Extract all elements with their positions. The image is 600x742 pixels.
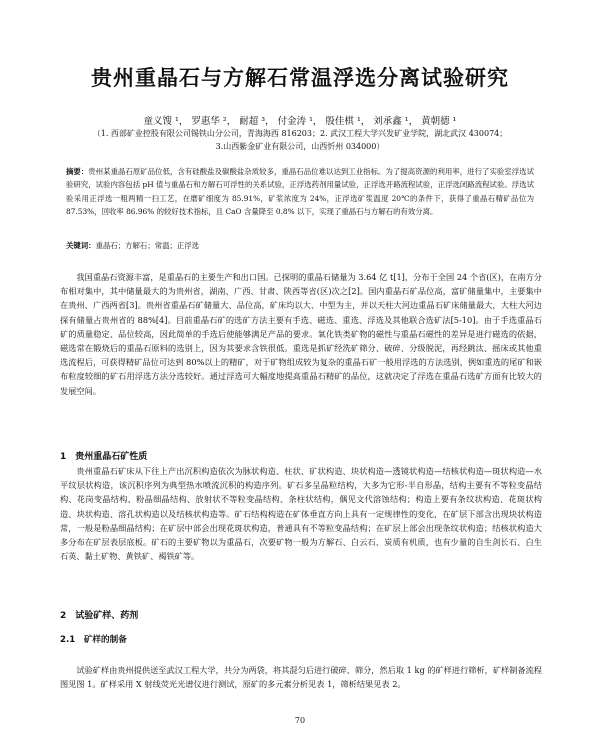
section-2-1-paragraph: 试验矿样由贵州提供送至武汉工程大学，共分为两袋，将其混匀后进行破碎、筛分，然后取 1 kg 的矿样进行筛析，矿样制备流程图见图 1。矿样采用 X 射线荧光光谱仪进行测试，原矿的多元素分析见表 1，筛析结果见表 2。: [60, 665, 542, 690]
paper-title: 贵州重晶石与方解石常温浮选分离试验研究: [91, 66, 509, 90]
intro-paragraph: 我国重晶石资源丰富，是重晶石的主要生产和出口国。已探明的重晶石储量为 3.64 亿 t[1]，分布于全国 24 个省(区)，在南方分布相对集中，其中储量最大的为贵州省，湖南、广西、甘肃、陕西等省(区)次之[2]。国内重晶石矿品位高，富矿储量集中，主要集中在贵州、广西两省[3]。贵州省重晶石矿储量大、品位高，矿床均以大、中型为主，并以天柱大河边重晶石矿床储量最大，大柱大河边探有储量占贵州省的 88%[4]。目前重晶石矿的选矿方法主要有手选、磁选、重选、浮选及其他联合选矿法[5-10]。由于手选重晶石矿的质量稳定、品位较高，因此简单的手选后使能够满足产品的要求。氧化铁类矿物的磁性与重晶石磁性的差异是进行磁选的依据，磁选常在锻烧后的重晶石原料的选别上，因为其要求含铁很低。重选是抓矿经洗矿筛分、破碎、分级脱泥，再经跳汰、摇床或其他重选流程后，可获得精矿品位可达到 80%以上的精矿，对于矿物组成较为复杂的重晶石矿一般用浮选的方法选别，例如重选的尾矿和嵌布粒度较细的矿石用浮选方法分选较好。通过浮选可大幅度地提高重晶石精矿的品位，这就决定了浮选在重晶石选矿方面有比较大的发展空间。: [60, 272, 542, 396]
section-1-heading: 1 贵州重晶石矿性质: [60, 452, 148, 462]
section-2-1-heading: 2.1 矿样的制备: [60, 635, 127, 645]
page-number: 70: [294, 716, 306, 725]
affiliations: [60, 127, 540, 153]
keywords: [66, 240, 534, 251]
abstract-text: 贵州某重晶石原矿品位低，含有硅酸盐及碳酸盐杂质较多，重晶石品位难以达到工业指标。为了提高资源的利用率，进行了实验室浮选试验研究，试验内容包括 pH 值与重晶石和方解石可浮性的关系试验，正浮选药剂用量试验，正浮选开路流程试验，正浮选闭路流程试验。浮选试验采用正浮选一粗两精一扫工艺，在磨矿细度为 85.91%，矿浆浓度为 24%，正浮选矿浆温度 20℃的条件下，获得了重晶石精矿品位为 87.53%，回收率 86.96% 的较好技术指标，且 CaO 含量降至 0.8% 以下，实现了重晶石与方解石的有效分离。: [66, 167, 534, 217]
abstract-label: 摘要：: [66, 167, 89, 176]
section-1-paragraph: 贵州重晶石矿床从下往上产出沉积构造依次为脉状构造、柱状、矿状构造、块状构造—透镜状构造—结核状构造—斑状构造—水平纹层状构造，该沉积序列为典型热水喷流沉积的构造序列。矿石多呈晶粒结构，大多为它形-半自形晶，结构主要有不等粒变晶结构、花岗变晶结构、粉晶细晶结构、放射状不等粒变晶结构、条柱状结构，偶见文代溶蚀结构；构造上要有条纹状构造、花斑状构造、块状构造、溶孔状构造以及结核状构造等。矿石结构构造在矿体垂直方向上具有一定规律性的变化，在矿层下部含出现块状构造常，一般是粉晶细晶结构；在矿层中部会出现花斑状构造，普通具有不等粒变晶结构；在矿层上部会出现条纹状构造；结核状构造大多分布在矿层表层底板。矿石的主要矿物以为重晶石，次要矿物一般为方解石、白云石、炭质有机质，也有少量的自生剑长石、白生石英、黏土矿物、黄铁矿、褐铁矿等。: [60, 466, 542, 562]
keywords-label: 关键词：: [66, 241, 96, 250]
affiliation-line-2: 3.山西紫金矿业有限公司，山西忻州 034000）: [215, 142, 385, 151]
section-2-heading: 2 试验矿样、药剂: [60, 611, 139, 621]
affiliation-line-1: （1. 西部矿业控股有限公司锡铁山分公司，青海海西 816203；2. 武汉工程大学兴发矿业学院，湖北武汉 430074；: [92, 129, 508, 138]
abstract: [66, 165, 534, 219]
keywords-text: 重晶石；方解石；常温；正浮选: [95, 241, 200, 250]
author-list: 童义馊 ¹， 罗惠华 ²， 耐超 ³， 付金涛 ¹， 殷佳棋 ¹， 刘承鑫 ¹， 黄朝德 ¹: [143, 116, 457, 127]
